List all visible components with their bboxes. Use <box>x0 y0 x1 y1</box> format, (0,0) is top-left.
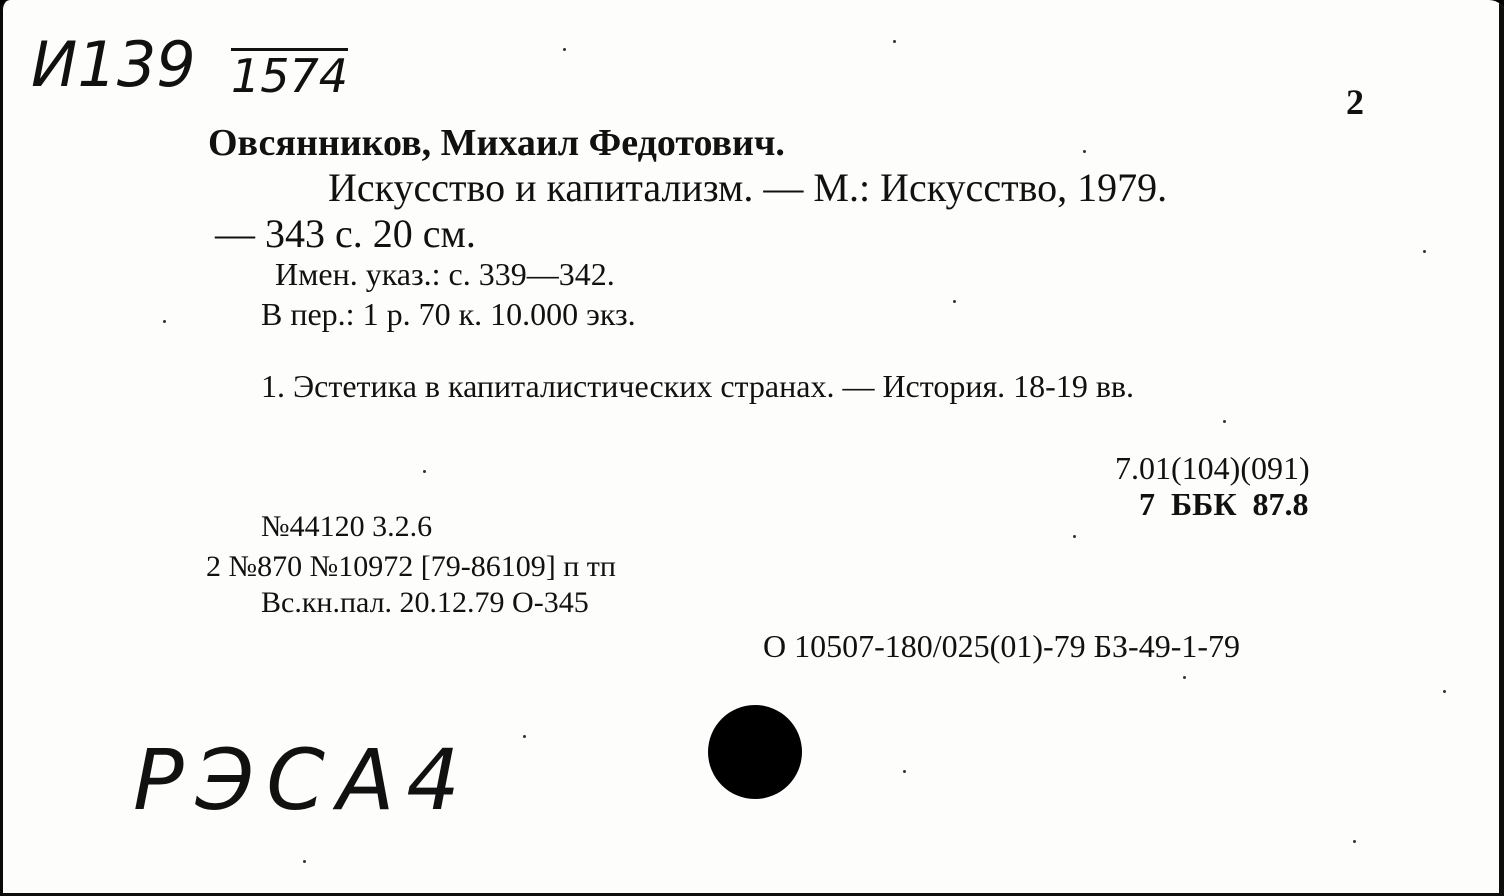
scan-speck <box>1083 150 1086 153</box>
card-number: 2 <box>1346 82 1364 122</box>
udc-class: 7.01(104)(091) <box>1115 450 1310 486</box>
scan-speck <box>1423 250 1426 253</box>
author-heading: Овсянников, Михаил Федотович. <box>208 122 785 164</box>
handwritten-collection: РЭСА4 <box>133 731 472 829</box>
price-note: В пер.: 1 р. 70 к. 10.000 экз. <box>261 296 636 332</box>
registry-line: 2 №870 №10972 [79-86109] п тп <box>206 550 616 583</box>
punched-hole <box>708 705 802 799</box>
handwritten-shelfmark: И139 <box>31 28 196 101</box>
scan-speck <box>1223 420 1226 423</box>
index-note: Имен. указ.: с. 339—342. <box>275 256 615 292</box>
bbk-class: 7 ББК 87.8 <box>1139 486 1309 522</box>
book-chamber-line: Вс.кн.пал. 20.12.79 О-345 <box>261 586 589 619</box>
title-statement: Искусство и капитализм. — М.: Искусство, 1979. <box>328 165 1168 210</box>
scan-speck <box>163 320 166 323</box>
scan-speck <box>953 300 956 303</box>
scan-speck <box>1183 676 1186 679</box>
order-number: №44120 3.2.6 <box>261 510 433 543</box>
scan-speck <box>893 40 896 43</box>
publisher-code: О 10507-180/025(01)-79 БЗ-49-1-79 <box>763 628 1240 664</box>
scan-speck <box>903 770 906 773</box>
scan-speck <box>1353 840 1356 843</box>
scan-speck <box>1443 690 1446 693</box>
physical-description: — 343 с. 20 см. <box>215 211 476 256</box>
scan-speck <box>1073 535 1076 538</box>
scan-speck <box>423 470 426 473</box>
scan-speck <box>563 48 566 51</box>
scan-border-right <box>1499 0 1504 896</box>
subject-heading: 1. Эстетика в капиталистических странах. — История. 18-19 вв. <box>261 368 1135 404</box>
handwritten-inventory: 1574 <box>231 49 349 103</box>
scan-speck <box>303 860 306 863</box>
scan-speck <box>523 735 526 738</box>
